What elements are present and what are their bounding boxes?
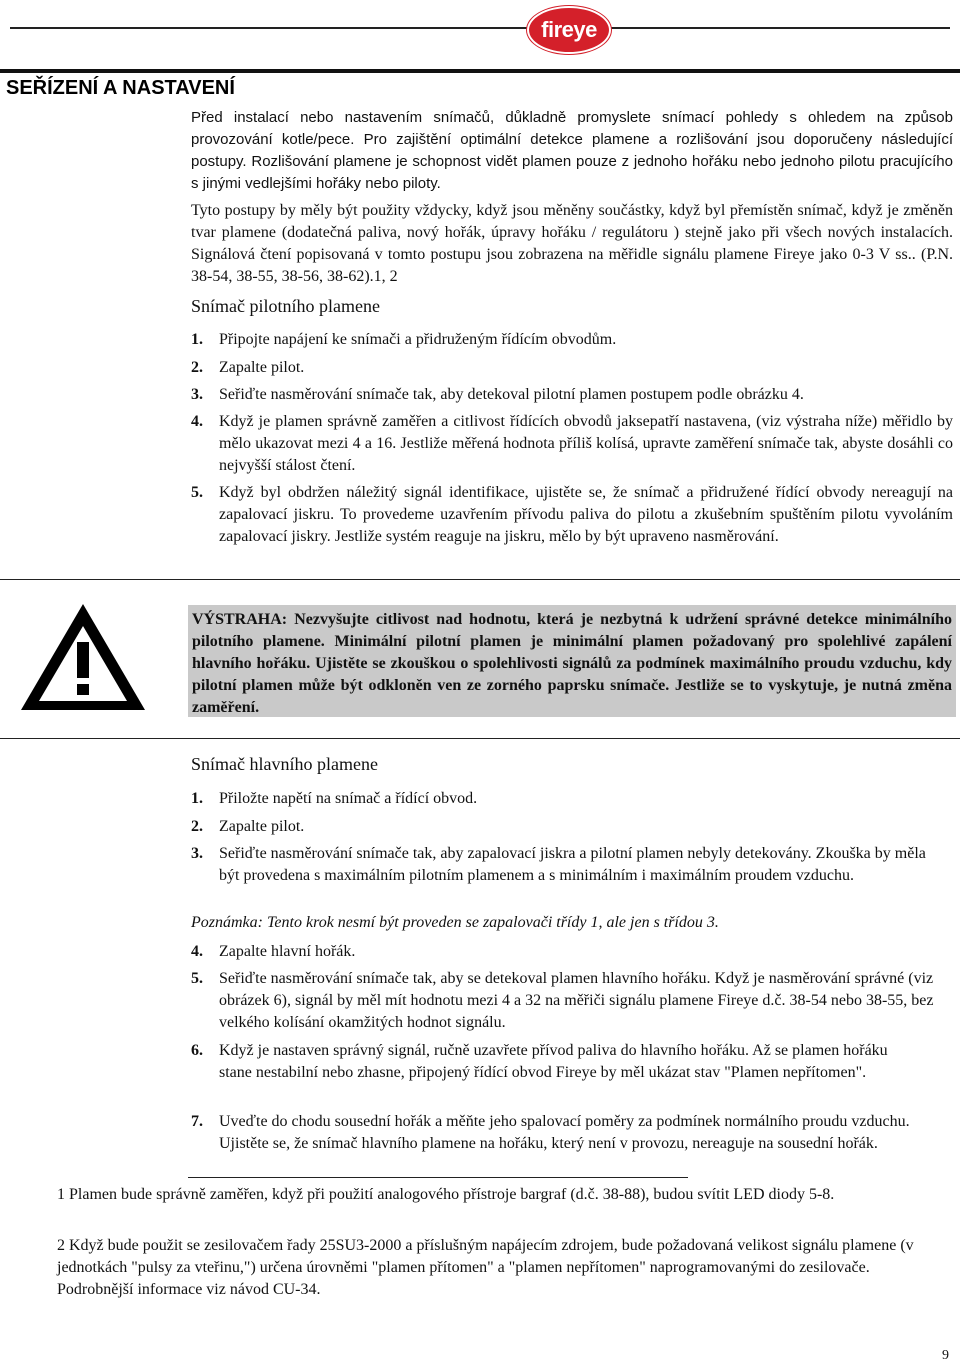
step-number: 3. <box>191 386 203 403</box>
page-number: 9 <box>942 1348 949 1363</box>
step-text: Seřiďte nasměrování snímače tak, aby zapalovací jiskra a pilotní plamen nebyly detekovány. Zkouška by měla být provedena s maximálním pilotním plamenem a s minimálním i maximálním proudem vzduchu. <box>219 845 926 884</box>
step-text: Když je plamen správně zaměřen a citlivost řídících obvodů jaksepatří nastavena, (viz výstraha níže) měřidlo by mělo ukazovat mezi 4 a 16. Jestliže měřená hodnota příliš kolísá, upravte zaměření snímače tak, abyste dosáhli co nejvyšší stálost čtení. <box>219 413 953 474</box>
step-number: 2. <box>191 818 203 835</box>
main-step-6 <box>191 1040 911 1084</box>
step-text: Když je nastaven správný signál, ručně uzavřete přívod paliva do hlavního hořáku. Až se plamen hořáku stane nestabilní nebo zhasne, připojený řídící obvod Fireye by měl ukázat stav "Plamen nepřítomen". <box>219 1042 888 1081</box>
main-step-4 <box>191 941 953 963</box>
warning-icon <box>18 600 148 714</box>
fireye-logo: fireye <box>527 6 611 54</box>
intro-paragraph-2: Tyto postupy by měly být použity vždycky, když jsou měněny součástky, když byl přemístěn snímač, když je změněn tvar plamene (dodatečná paliva, nový hořák, úpravy hořáku / regulátoru ) stejně jako při všech nových instalacích. Signálová čtení popisovaná v tomto postupu jsou zobrazena na měřidle signálu plamene Fireye jako 0-3 V ss.. (P.N. 38-54, 38-55, 38-56, 38-62).1, 2 <box>191 202 953 285</box>
step-number: 4. <box>191 943 203 960</box>
step-text: Seřiďte nasměrování snímače tak, aby detekoval pilotní plamen postupem podle obrázku 4. <box>219 386 804 403</box>
step-text: Uveďte do chodu sousední hořák a měňte jeho spalovací poměry za podmínek normálního proudu vzduchu. Ujistěte se, že snímač hlavního plamene na hořáku, který není v provozu, nereaguje na sousední hořák. <box>219 1113 910 1152</box>
main-step-1 <box>191 788 953 810</box>
step-number: 5. <box>191 970 203 987</box>
pilot-step-4 <box>191 411 953 477</box>
pilot-section-title: Snímač pilotního plamene <box>191 296 380 316</box>
step-text: Seřiďte nasměrování snímače tak, aby se detekoval plamen hlavního hořáku. Když je nasměrování správné (viz obrázek 6), signál by měl mít hodnotu mezi 4 a 32 na měřiči signálu plamene Fireye d.č. 38-54 nebo 38-55, bez velkého kolísání okamžitých hodnot signálu. <box>219 970 934 1031</box>
warning-text: VÝSTRAHA: Nezvyšujte citlivost nad hodnotu, která je nezbytná k udržení správné detekce minimálního pilotního plamene. Minimální pilotní plamen je minimální plamen požadovaný pro spolehlivé zapálení hlavního hořáku. Ujistěte se zkouškou o spolehlivosti signálů za podmínek maximálního proudu vzduchu, kdy pilotní plamen může být odkloněn ven ze zorného paprsku snímače. Jestliže se to vyskytuje, je nutná změna zaměření. <box>192 611 952 716</box>
footnote-divider <box>188 1177 688 1178</box>
divider <box>0 738 960 739</box>
step-number: 4. <box>191 413 203 430</box>
step-number: 7. <box>191 1113 203 1130</box>
section-bar <box>0 69 960 73</box>
warning-box <box>188 605 956 717</box>
step-number: 5. <box>191 484 203 501</box>
note: Poznámka: Tento krok nesmí být proveden se zapalovači třídy 1, ale jen s třídou 3. <box>191 914 719 931</box>
footnote-2: 2 Když bude použit se zesilovačem řady 25SU3-2000 a příslušným napájecím zdrojem, bude požadovaná velikost signálu plamene (v jednotkách "pulsy za vteřinu,") určena úrovněmi "plamen přítomen" a "plamen nepřítomen" naprogramovanými do zesilovače. Podrobnější informace viz návod CU-34. <box>57 1237 914 1298</box>
header-rule <box>10 27 950 29</box>
step-number: 2. <box>191 359 203 376</box>
main-step-2 <box>191 816 953 838</box>
pilot-step-1 <box>191 329 953 351</box>
pilot-step-3 <box>191 384 953 406</box>
step-text: Připojte napájení ke snímači a přidruženým řídícím obvodům. <box>219 331 617 348</box>
step-text: Zapalte hlavní hořák. <box>219 943 356 960</box>
main-step-7 <box>191 1111 911 1155</box>
step-number: 1. <box>191 331 203 348</box>
footnote-1: 1 Plamen bude správně zaměřen, když při použití analogového přístroje bargraf (d.č. 38-88), budou svítit LED diody 5-8. <box>57 1186 835 1203</box>
step-number: 1. <box>191 790 203 807</box>
step-text: Když byl obdržen náležitý signál identifikace, ujistěte se, že snímač a přidružené řídící obvody nereagují na zapalovací jiskru. To provedeme uzavřením přívodu paliva do pilotu a zkušebním spuštěním pilotu vyvoláním zapalovací jiskry. Jestliže systém reaguje na jiskru, mělo by být upraveno nasměrování. <box>219 484 953 545</box>
pilot-step-2 <box>191 357 953 379</box>
main-step-3 <box>191 843 931 887</box>
step-text: Přiložte napětí na snímač a řídící obvod. <box>219 790 478 807</box>
intro-paragraph-1: Před instalací nebo nastavením snímačů, důkladně promyslete snímací pohledy s ohledem na způsob provozování kotle/pece. Pro zajištění optimální detekce plamene a rozlišování jsou doporučeny následující postupy. Rozlišování plamene je schopnost vidět plamen pouze z jednoho hořáku nebo jednoho pilotu pracujícího s jinými vedlejšími hořáky nebo piloty. <box>191 109 953 192</box>
step-text: Zapalte pilot. <box>219 359 305 376</box>
step-text: Zapalte pilot. <box>219 818 305 835</box>
divider <box>0 579 960 580</box>
step-number: 6. <box>191 1042 203 1059</box>
main-step-5 <box>191 968 936 1034</box>
step-number: 3. <box>191 845 203 862</box>
pilot-step-5 <box>191 482 953 548</box>
main-section-title: Snímač hlavního plamene <box>191 754 378 774</box>
section-title: SEŘÍZENÍ A NASTAVENÍ <box>6 77 235 99</box>
